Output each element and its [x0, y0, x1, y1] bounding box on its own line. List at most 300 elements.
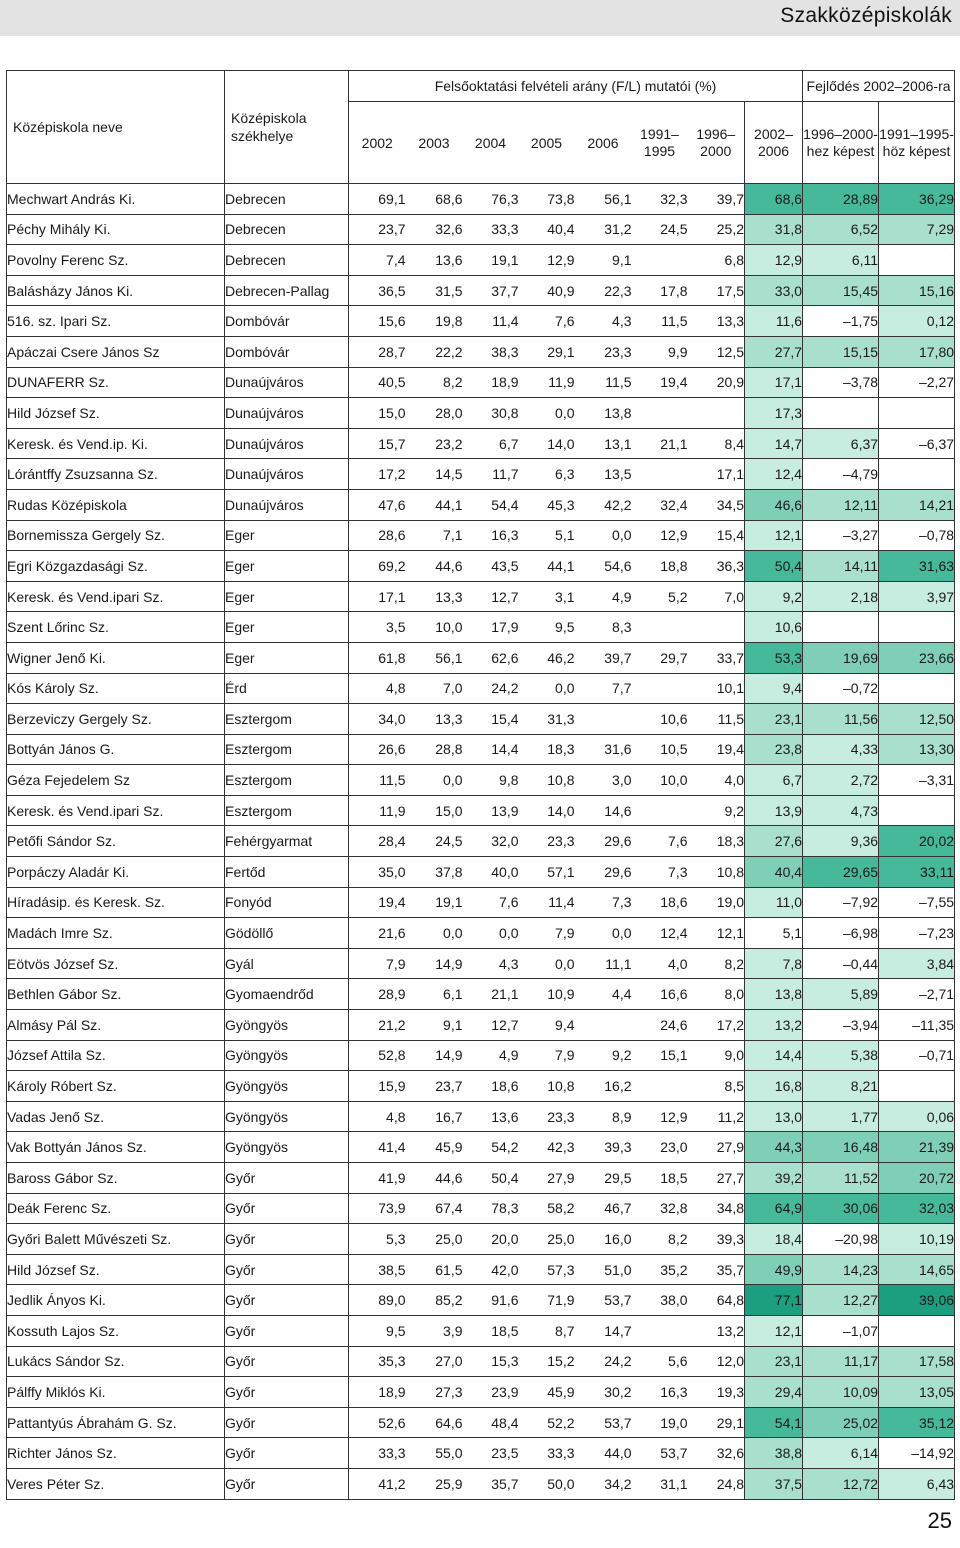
table-row — [7, 581, 955, 612]
value-cell: 17,80 — [879, 336, 955, 367]
value-cell: 6,3 — [519, 459, 575, 490]
value-cell: 57,1 — [519, 857, 575, 888]
school-city: Fertőd — [225, 857, 349, 888]
value-cell: 20,0 — [463, 1224, 519, 1255]
value-cell: 32,8 — [632, 1193, 688, 1224]
school-name: Eötvös József Sz. — [7, 948, 225, 979]
value-cell: 27,6 — [745, 826, 803, 857]
value-cell: 13,0 — [745, 1101, 803, 1132]
header-school-name: Középiskola neve — [13, 119, 123, 135]
school-city: Dunaújváros — [225, 398, 349, 429]
value-cell: 15,1 — [632, 1040, 688, 1071]
value-cell: 33,11 — [879, 857, 955, 888]
value-cell: 5,3 — [349, 1224, 406, 1255]
table-row — [7, 1438, 955, 1469]
value-cell: 38,5 — [349, 1254, 406, 1285]
value-cell: 5,1 — [745, 918, 803, 949]
value-cell: 13,9 — [463, 795, 519, 826]
value-cell: 4,3 — [575, 306, 632, 337]
school-name: Apáczai Csere János Sz — [7, 336, 225, 367]
table-row — [7, 367, 955, 398]
value-cell: 31,5 — [406, 275, 463, 306]
value-cell: 25,0 — [519, 1224, 575, 1255]
value-cell: 56,1 — [406, 642, 463, 673]
school-city: Győr — [225, 1254, 349, 1285]
value-cell: 24,6 — [632, 1010, 688, 1041]
school-name: Keresk. és Vend.ipari Sz. — [7, 795, 225, 826]
value-cell: 17,8 — [632, 275, 688, 306]
value-cell: 15,2 — [519, 1346, 575, 1377]
value-cell: 28,9 — [349, 979, 406, 1010]
value-cell: 45,3 — [519, 489, 575, 520]
value-cell: 69,2 — [349, 551, 406, 582]
value-cell: 19,1 — [406, 887, 463, 918]
value-cell: 15,9 — [349, 1071, 406, 1102]
value-cell: 44,0 — [575, 1438, 632, 1469]
value-cell: 12,9 — [632, 1101, 688, 1132]
value-cell: 89,0 — [349, 1285, 406, 1316]
school-city: Fonyód — [225, 887, 349, 918]
value-cell: 11,6 — [745, 306, 803, 337]
school-name: Veres Péter Sz. — [7, 1468, 225, 1499]
value-cell: 13,2 — [688, 1315, 745, 1346]
school-city: Gyöngyös — [225, 1101, 349, 1132]
school-city: Győr — [225, 1346, 349, 1377]
value-cell: 15,0 — [406, 795, 463, 826]
school-city: Debrecen — [225, 184, 349, 215]
value-cell: –3,78 — [803, 367, 879, 398]
value-cell: 18,6 — [632, 887, 688, 918]
value-cell: 68,6 — [745, 184, 803, 215]
school-name: Egri Közgazdasági Sz. — [7, 551, 225, 582]
value-cell: 11,5 — [575, 367, 632, 398]
value-cell: 10,8 — [688, 857, 745, 888]
school-name: Vadas Jenő Sz. — [7, 1101, 225, 1132]
value-cell: 24,2 — [575, 1346, 632, 1377]
value-cell: 41,2 — [349, 1468, 406, 1499]
value-cell: 14,0 — [519, 428, 575, 459]
value-cell: 85,2 — [406, 1285, 463, 1316]
value-cell: 32,6 — [688, 1438, 745, 1469]
value-cell: 15,0 — [349, 398, 406, 429]
value-cell: 17,1 — [349, 581, 406, 612]
value-cell — [879, 1071, 955, 1102]
value-cell: 3,84 — [879, 948, 955, 979]
header-period: 1991–1995 — [640, 125, 679, 159]
school-city: Dunaújváros — [225, 489, 349, 520]
value-cell: 61,5 — [406, 1254, 463, 1285]
value-cell: 7,7 — [575, 673, 632, 704]
table-row — [7, 214, 955, 245]
value-cell: 33,7 — [688, 642, 745, 673]
value-cell: 24,5 — [632, 214, 688, 245]
value-cell: 52,6 — [349, 1407, 406, 1438]
value-cell: 20,02 — [879, 826, 955, 857]
value-cell: 15,15 — [803, 336, 879, 367]
school-city: Eger — [225, 581, 349, 612]
value-cell — [879, 1315, 955, 1346]
value-cell: 37,8 — [406, 857, 463, 888]
school-city: Dunaújváros — [225, 428, 349, 459]
value-cell: 76,3 — [463, 184, 519, 215]
value-cell: 11,5 — [688, 704, 745, 735]
school-name: Keresk. és Vend.ip. Ki. — [7, 428, 225, 459]
table-row — [7, 857, 955, 888]
value-cell: 15,4 — [688, 520, 745, 551]
value-cell: 11,4 — [519, 887, 575, 918]
value-cell: –7,55 — [879, 887, 955, 918]
value-cell: 39,7 — [575, 642, 632, 673]
value-cell: 11,9 — [519, 367, 575, 398]
value-cell: 29,1 — [519, 336, 575, 367]
value-cell: 23,3 — [575, 336, 632, 367]
school-name: Povolny Ferenc Sz. — [7, 245, 225, 276]
value-cell: 13,8 — [575, 398, 632, 429]
value-cell: 9,2 — [688, 795, 745, 826]
value-cell: 28,8 — [406, 734, 463, 765]
table-row — [7, 887, 955, 918]
value-cell: 0,06 — [879, 1101, 955, 1132]
value-cell: 13,30 — [879, 734, 955, 765]
school-name: Pattantyús Ábrahám G. Sz. — [7, 1407, 225, 1438]
header-year: 2005 — [530, 134, 563, 151]
school-city: Esztergom — [225, 704, 349, 735]
value-cell: –1,75 — [803, 306, 879, 337]
value-cell: 9,9 — [632, 336, 688, 367]
school-city: Gyál — [225, 948, 349, 979]
value-cell: 55,0 — [406, 1438, 463, 1469]
value-cell: 5,2 — [632, 581, 688, 612]
value-cell: 9,2 — [575, 1040, 632, 1071]
value-cell: 11,52 — [803, 1163, 879, 1194]
value-cell: 16,7 — [406, 1101, 463, 1132]
value-cell: 8,9 — [575, 1101, 632, 1132]
value-cell: 18,9 — [463, 367, 519, 398]
value-cell — [688, 398, 745, 429]
value-cell: 12,27 — [803, 1285, 879, 1316]
value-cell: 25,02 — [803, 1407, 879, 1438]
school-city: Dombóvár — [225, 336, 349, 367]
table-row — [7, 704, 955, 735]
value-cell: 10,6 — [745, 612, 803, 643]
value-cell: 27,7 — [745, 336, 803, 367]
value-cell: 11,0 — [745, 887, 803, 918]
value-cell: 61,8 — [349, 642, 406, 673]
value-cell: 3,0 — [575, 765, 632, 796]
value-cell: 8,2 — [406, 367, 463, 398]
value-cell: 9,4 — [745, 673, 803, 704]
value-cell: 33,3 — [519, 1438, 575, 1469]
value-cell: 73,9 — [349, 1193, 406, 1224]
value-cell: 27,7 — [688, 1163, 745, 1194]
value-cell: 35,0 — [349, 857, 406, 888]
value-cell: 4,8 — [349, 1101, 406, 1132]
value-cell: 21,1 — [632, 428, 688, 459]
value-cell: 16,3 — [632, 1377, 688, 1408]
school-city: Győr — [225, 1438, 349, 1469]
value-cell: 28,89 — [803, 184, 879, 215]
table-row — [7, 1346, 955, 1377]
school-name: Géza Fejedelem Sz — [7, 765, 225, 796]
value-cell: 12,7 — [463, 581, 519, 612]
value-cell — [632, 398, 688, 429]
value-cell: 4,8 — [349, 673, 406, 704]
value-cell: 8,5 — [688, 1071, 745, 1102]
table-row — [7, 275, 955, 306]
value-cell: 49,9 — [745, 1254, 803, 1285]
value-cell: 21,1 — [463, 979, 519, 1010]
value-cell: 57,3 — [519, 1254, 575, 1285]
value-cell: 19,0 — [688, 887, 745, 918]
value-cell: 4,4 — [575, 979, 632, 1010]
header-year: 2003 — [418, 134, 450, 151]
value-cell: 14,4 — [745, 1040, 803, 1071]
value-cell: 46,6 — [745, 489, 803, 520]
value-cell: 13,3 — [688, 306, 745, 337]
table-row — [7, 642, 955, 673]
table-row — [7, 1132, 955, 1163]
table-row — [7, 948, 955, 979]
value-cell: 14,0 — [519, 795, 575, 826]
value-cell: 12,1 — [688, 918, 745, 949]
value-cell: 25,0 — [406, 1224, 463, 1255]
value-cell: 10,09 — [803, 1377, 879, 1408]
value-cell — [879, 398, 955, 429]
value-cell: 3,5 — [349, 612, 406, 643]
value-cell: –7,92 — [803, 887, 879, 918]
school-city: Győr — [225, 1315, 349, 1346]
value-cell: 54,2 — [463, 1132, 519, 1163]
value-cell: 38,8 — [745, 1438, 803, 1469]
value-cell: 54,6 — [575, 551, 632, 582]
value-cell: 32,3 — [632, 184, 688, 215]
school-city: Fehérgyarmat — [225, 826, 349, 857]
value-cell: 35,3 — [349, 1346, 406, 1377]
value-cell: 15,16 — [879, 275, 955, 306]
value-cell: 6,43 — [879, 1468, 955, 1499]
value-cell — [632, 612, 688, 643]
value-cell: 46,7 — [575, 1193, 632, 1224]
value-cell: 12,0 — [688, 1346, 745, 1377]
value-cell: 12,7 — [463, 1010, 519, 1041]
value-cell: 19,0 — [632, 1407, 688, 1438]
table-row — [7, 612, 955, 643]
school-city: Győr — [225, 1407, 349, 1438]
value-cell: 19,4 — [688, 734, 745, 765]
value-cell: 58,2 — [519, 1193, 575, 1224]
value-cell: 24,5 — [406, 826, 463, 857]
value-cell: 0,12 — [879, 306, 955, 337]
value-cell: 5,89 — [803, 979, 879, 1010]
value-cell — [879, 459, 955, 490]
value-cell: 18,5 — [463, 1315, 519, 1346]
value-cell: –2,27 — [879, 367, 955, 398]
value-cell: 36,3 — [688, 551, 745, 582]
value-cell: –11,35 — [879, 1010, 955, 1041]
value-cell: 8,4 — [688, 428, 745, 459]
value-cell: –0,71 — [879, 1040, 955, 1071]
value-cell: 23,1 — [745, 704, 803, 735]
school-name: Bottyán János G. — [7, 734, 225, 765]
value-cell: –14,92 — [879, 1438, 955, 1469]
value-cell: –6,98 — [803, 918, 879, 949]
value-cell: 16,8 — [745, 1071, 803, 1102]
school-name: Péchy Mihály Ki. — [7, 214, 225, 245]
value-cell: 21,39 — [879, 1132, 955, 1163]
value-cell: 14,11 — [803, 551, 879, 582]
value-cell — [575, 704, 632, 735]
value-cell: 11,5 — [632, 306, 688, 337]
page-title: Szakközépiskolák — [780, 4, 952, 27]
value-cell: 29,65 — [803, 857, 879, 888]
value-cell — [632, 1071, 688, 1102]
value-cell: 12,4 — [745, 459, 803, 490]
value-cell: 11,7 — [463, 459, 519, 490]
school-name: Lukács Sándor Sz. — [7, 1346, 225, 1377]
table-row — [7, 734, 955, 765]
value-cell: 9,8 — [463, 765, 519, 796]
value-cell: 52,8 — [349, 1040, 406, 1071]
value-cell: 31,3 — [519, 704, 575, 735]
table-row — [7, 306, 955, 337]
value-cell: 38,0 — [632, 1285, 688, 1316]
value-cell: 10,8 — [519, 765, 575, 796]
value-cell: 7,9 — [349, 948, 406, 979]
value-cell: 21,6 — [349, 918, 406, 949]
table-row — [7, 1377, 955, 1408]
school-city: Gyomaendrőd — [225, 979, 349, 1010]
table-row — [7, 765, 955, 796]
value-cell: 7,0 — [688, 581, 745, 612]
value-cell: 8,2 — [688, 948, 745, 979]
value-cell: 13,3 — [406, 581, 463, 612]
school-city: Eger — [225, 551, 349, 582]
table-row — [7, 428, 955, 459]
value-cell: 18,5 — [632, 1163, 688, 1194]
value-cell: 50,4 — [745, 551, 803, 582]
value-cell: –6,37 — [879, 428, 955, 459]
value-cell: 10,8 — [519, 1071, 575, 1102]
value-cell: 8,3 — [575, 612, 632, 643]
school-city: Gyöngyös — [225, 1040, 349, 1071]
school-name: Mechwart András Ki. — [7, 184, 225, 215]
value-cell — [879, 245, 955, 276]
value-cell: 19,4 — [349, 887, 406, 918]
value-cell: 6,14 — [803, 1438, 879, 1469]
school-name: Kossuth Lajos Sz. — [7, 1315, 225, 1346]
value-cell: 34,2 — [575, 1468, 632, 1499]
value-cell: 77,1 — [745, 1285, 803, 1316]
school-name: Balásházy János Ki. — [7, 275, 225, 306]
school-name: Károly Róbert Sz. — [7, 1071, 225, 1102]
value-cell: 19,8 — [406, 306, 463, 337]
table-row — [7, 1468, 955, 1499]
value-cell: 11,56 — [803, 704, 879, 735]
value-cell: 10,0 — [632, 765, 688, 796]
value-cell: 9,0 — [688, 1040, 745, 1071]
table-row — [7, 1285, 955, 1316]
value-cell: 13,2 — [745, 1010, 803, 1041]
value-cell: 13,05 — [879, 1377, 955, 1408]
value-cell: 0,0 — [406, 765, 463, 796]
value-cell: 11,4 — [463, 306, 519, 337]
value-cell: 6,11 — [803, 245, 879, 276]
school-name: Madách Imre Sz. — [7, 918, 225, 949]
value-cell: –3,94 — [803, 1010, 879, 1041]
value-cell — [632, 673, 688, 704]
value-cell: 11,17 — [803, 1346, 879, 1377]
value-cell: 13,6 — [463, 1101, 519, 1132]
value-cell: 40,4 — [519, 214, 575, 245]
value-cell: 53,3 — [745, 642, 803, 673]
school-name: Győri Balett Művészeti Sz. — [7, 1224, 225, 1255]
school-city: Gödöllő — [225, 918, 349, 949]
value-cell: 18,4 — [745, 1224, 803, 1255]
header-dev-1996: 1996–2000-hez képest — [803, 102, 879, 184]
value-cell: 7,3 — [632, 857, 688, 888]
header-period: 1996–2000 — [696, 125, 736, 159]
value-cell: 7,6 — [632, 826, 688, 857]
school-name: Bornemissza Gergely Sz. — [7, 520, 225, 551]
value-cell: 10,6 — [632, 704, 688, 735]
school-city: Gyöngyös — [225, 1132, 349, 1163]
table-row — [7, 1101, 955, 1132]
school-name: 516. sz. Ipari Sz. — [7, 306, 225, 337]
value-cell: 0,0 — [519, 948, 575, 979]
value-cell: 4,0 — [688, 765, 745, 796]
value-cell: 12,1 — [745, 520, 803, 551]
school-name: Richter János Sz. — [7, 1438, 225, 1469]
value-cell: –4,79 — [803, 459, 879, 490]
value-cell: 14,5 — [406, 459, 463, 490]
value-cell: 35,2 — [632, 1254, 688, 1285]
value-cell: 78,3 — [463, 1193, 519, 1224]
value-cell: 0,0 — [519, 673, 575, 704]
value-cell: 32,03 — [879, 1193, 955, 1224]
value-cell: 23,7 — [349, 214, 406, 245]
value-cell: 20,9 — [688, 367, 745, 398]
value-cell: 16,2 — [575, 1071, 632, 1102]
value-cell: 24,2 — [463, 673, 519, 704]
value-cell — [632, 245, 688, 276]
school-name: Keresk. és Vend.ipari Sz. — [7, 581, 225, 612]
value-cell: 36,29 — [879, 184, 955, 215]
value-cell: 23,2 — [406, 428, 463, 459]
value-cell: 27,9 — [519, 1163, 575, 1194]
value-cell: –0,44 — [803, 948, 879, 979]
value-cell: 15,45 — [803, 275, 879, 306]
value-cell: 12,9 — [745, 245, 803, 276]
table-row — [7, 1071, 955, 1102]
value-cell: 5,38 — [803, 1040, 879, 1071]
school-name: Baross Gábor Sz. — [7, 1163, 225, 1194]
table-body — [7, 184, 955, 1500]
value-cell: 2,72 — [803, 765, 879, 796]
table-row — [7, 1254, 955, 1285]
value-cell: 41,4 — [349, 1132, 406, 1163]
page-number: 25 — [927, 1508, 952, 1533]
value-cell — [632, 1315, 688, 1346]
value-cell: 47,6 — [349, 489, 406, 520]
school-city: Eger — [225, 642, 349, 673]
value-cell: 13,3 — [406, 704, 463, 735]
value-cell: 14,9 — [406, 948, 463, 979]
value-cell: 1,77 — [803, 1101, 879, 1132]
value-cell: 33,3 — [463, 214, 519, 245]
value-cell: 23,9 — [463, 1377, 519, 1408]
value-cell: 51,0 — [575, 1254, 632, 1285]
school-name: Rudas Középiskola — [7, 489, 225, 520]
